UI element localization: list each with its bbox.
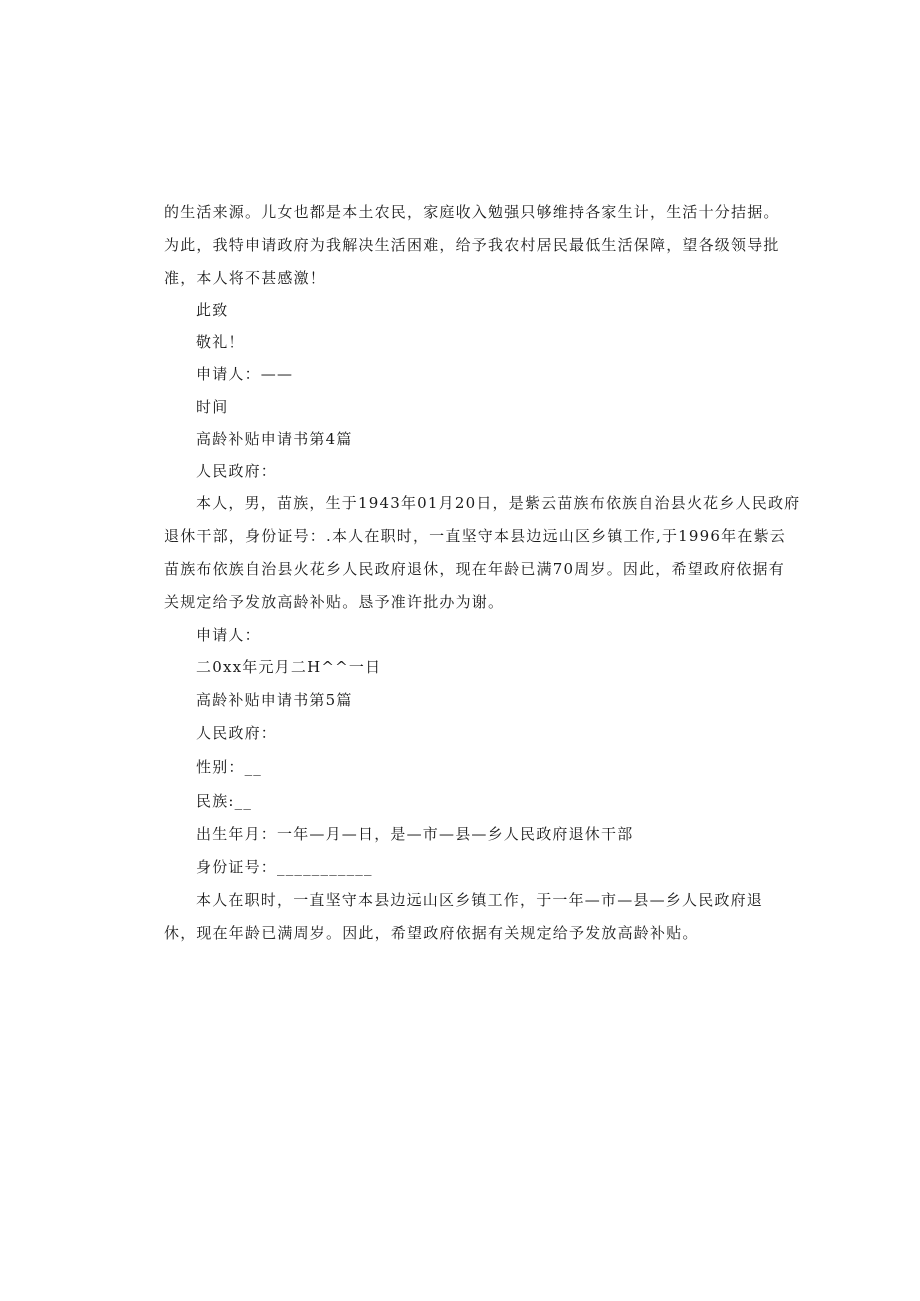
time-line: 时间 (196, 398, 229, 416)
birth-date-field: 出生年月：一年—月—日，是—市—县—乡人民政府退休干部 (196, 825, 634, 843)
paragraph-line: 本人，男，苗族，生于1943年01月20日，是紫云苗族布依族自治县火花乡人民政府 (196, 494, 801, 512)
ethnicity-field: 民族:__ (196, 792, 253, 810)
date-line: 二0xx年元月二H^^一日 (196, 658, 382, 676)
paragraph-line: 的生活来源。儿女也都是本土农民，家庭收入勉强只够维持各家生计，生活十分拮据。 (164, 203, 780, 221)
paragraph-line: 关规定给予发放高龄补贴。恳予准许批办为谢。 (164, 593, 505, 611)
section-heading: 高龄补贴申请书第4篇 (196, 430, 353, 448)
recipient-line: 人民政府： (196, 462, 278, 480)
paragraph-line: 准，本人将不甚感激！ (164, 269, 327, 287)
gender-field: 性别：__ (196, 758, 263, 776)
salutation: 此致 (196, 301, 229, 319)
paragraph-line: 休，现在年龄已满周岁。因此，希望政府依据有关规定给予发放高龄补贴。 (164, 924, 699, 942)
paragraph-line: 为此，我特申请政府为我解决生活困难，给予我农村居民最低生活保障，望各级领导批 (164, 236, 780, 254)
paragraph-line: 苗族布依族自治县火花乡人民政府退休，现在年龄已满70周岁。因此，希望政府依据有 (164, 560, 785, 578)
applicant-signature: 申请人：—— (196, 365, 294, 383)
section-heading: 高龄补贴申请书第5篇 (196, 691, 353, 709)
applicant-signature: 申请人： (196, 626, 261, 644)
id-number-field: 身份证号：___________ (196, 858, 373, 876)
paragraph-line: 本人在职时，一直坚守本县边远山区乡镇工作，于一年—市—县—乡人民政府退 (196, 891, 764, 909)
recipient-line: 人民政府： (196, 724, 278, 742)
paragraph-line: 退休干部，身份证号：.本人在职时，一直坚守本县边远山区乡镇工作,于1996年在紫云 (164, 527, 786, 545)
respect-closing: 敬礼！ (196, 333, 245, 351)
